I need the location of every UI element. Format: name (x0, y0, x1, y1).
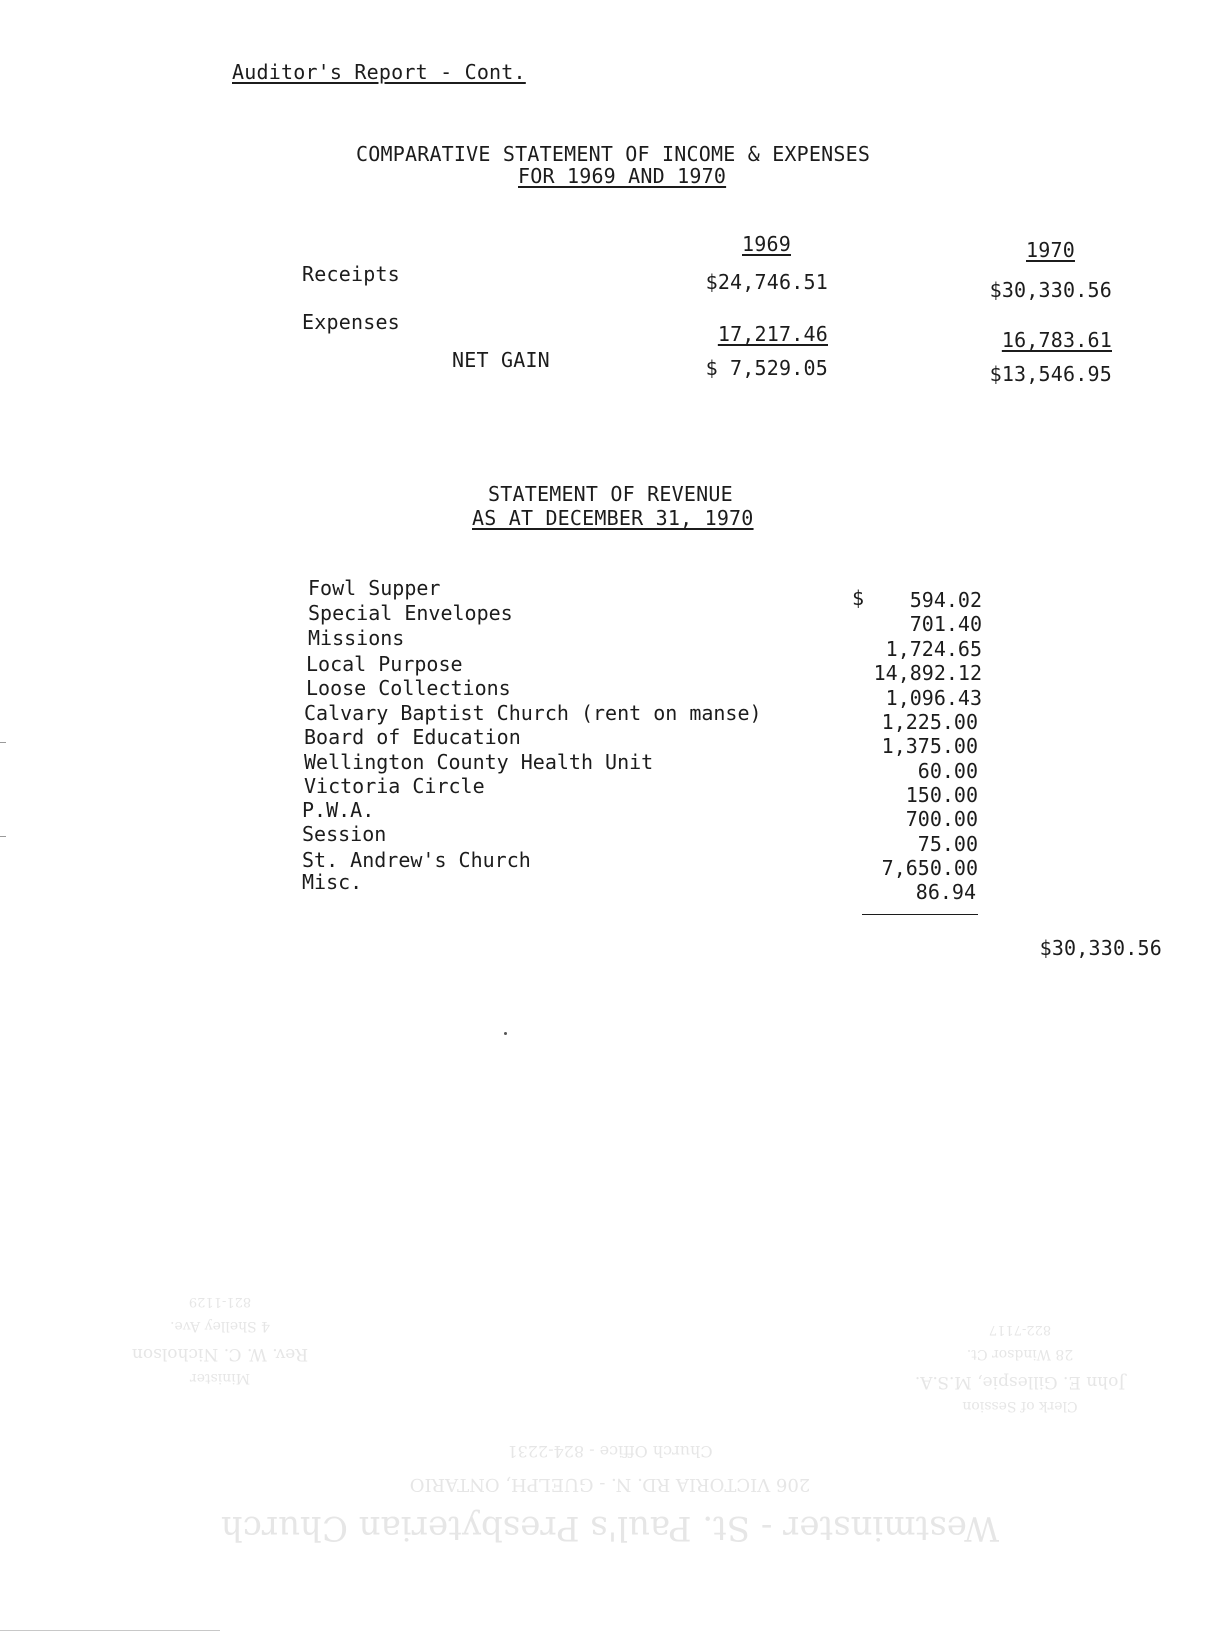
bleed-address: 206 VICTORIA RD. N. - GUELPH, ONTARIO (409, 1474, 811, 1495)
net-gain-1969-value: $ 7,529.05 (705, 356, 828, 380)
column-header-1969: 1969 (742, 232, 791, 256)
revenue-amount-list (820, 588, 982, 928)
revenue-item-amount: 1,225.00 (881, 710, 978, 734)
revenue-item-amount: 1,724.65 (885, 637, 982, 661)
bleed-clerk-address: 28 Windsor Ct. (966, 1346, 1074, 1362)
revenue-item-amount: 7,650.00 (881, 856, 978, 880)
revenue-title-line1: STATEMENT OF REVENUE (488, 482, 733, 506)
receipts-1970-value: $30,330.56 (989, 278, 1112, 302)
revenue-item-amount: 75.00 (917, 832, 978, 856)
revenue-item-label: Wellington County Health Unit (304, 750, 654, 774)
net-gain-1970-value: $13,546.95 (989, 362, 1112, 386)
revenue-item-label: Calvary Baptist Church (rent on manse) (304, 701, 762, 725)
receipts-label: Receipts (302, 262, 400, 286)
bleed-minister-name: Rev. W. C. Nicholson (131, 1344, 309, 1364)
revenue-item-amount: 700.00 (905, 807, 978, 831)
bleed-minister-title: Minister (189, 1370, 251, 1386)
revenue-item-label: Board of Education (304, 725, 521, 749)
scan-edge-mark (0, 742, 6, 743)
revenue-item-label: Victoria Circle (304, 774, 485, 798)
revenue-item-label: P.W.A. (302, 798, 375, 822)
revenue-item-amount: 594.02 (909, 588, 982, 612)
revenue-item-amount: 701.40 (909, 612, 982, 636)
bleed-phone: Church Office - 824-2231 (507, 1442, 713, 1461)
scan-dot (504, 1032, 507, 1035)
column-header-1970: 1970 (1026, 238, 1075, 262)
revenue-item-list (302, 576, 802, 916)
revenue-item-label: Loose Collections (306, 676, 511, 700)
revenue-dollar-sign: $ (852, 586, 865, 610)
revenue-total-rule (862, 914, 978, 915)
expenses-1969-value: 17,217.46 (717, 322, 828, 346)
revenue-item-label: St. Andrew's Church (302, 848, 531, 872)
receipts-1969-value: $24,746.51 (705, 270, 828, 294)
revenue-item-label: Local Purpose (306, 652, 463, 676)
revenue-item-amount: 150.00 (905, 783, 978, 807)
scan-edge-mark (0, 836, 6, 837)
comparative-title-line1: COMPARATIVE STATEMENT OF INCOME & EXPENSES (356, 142, 871, 166)
bleed-minister-phone: 821-1129 (188, 1294, 252, 1309)
revenue-item-label: Fowl Supper (308, 576, 441, 600)
revenue-item-label: Misc. (302, 870, 363, 894)
expenses-label: Expenses (302, 310, 400, 334)
bleed-minister-address: 4 Shelley Ave. (169, 1318, 271, 1334)
bleed-clerk-phone: 822-7117 (988, 1322, 1052, 1337)
revenue-item-amount: 60.00 (917, 759, 978, 783)
bleed-clerk-title: Clerk of Session (962, 1398, 1078, 1414)
scan-edge-mark (0, 1630, 220, 1631)
comparative-title-line2: FOR 1969 AND 1970 (518, 164, 727, 188)
revenue-title-line2: AS AT DECEMBER 31, 1970 (472, 506, 754, 530)
revenue-item-label: Session (302, 822, 387, 846)
expenses-1970-value: 16,783.61 (1001, 328, 1112, 352)
revenue-item-amount: 14,892.12 (873, 661, 982, 685)
revenue-item-label: Missions (308, 626, 405, 650)
bleed-church-name: Westminster - St. Paul's Presbyterian Church (220, 1508, 1000, 1548)
revenue-item-amount: 86.94 (915, 880, 976, 904)
revenue-item-amount: 1,375.00 (881, 734, 978, 758)
revenue-item-label: Special Envelopes (308, 601, 513, 625)
net-gain-label: NET GAIN (452, 348, 550, 372)
revenue-total: $30,330.56 (1039, 936, 1162, 960)
revenue-item-amount: 1,096.43 (885, 686, 982, 710)
report-title: Auditor's Report - Cont. (232, 60, 526, 84)
bleed-clerk-name: John E. Gillespie, M.S.A. (914, 1372, 1126, 1392)
